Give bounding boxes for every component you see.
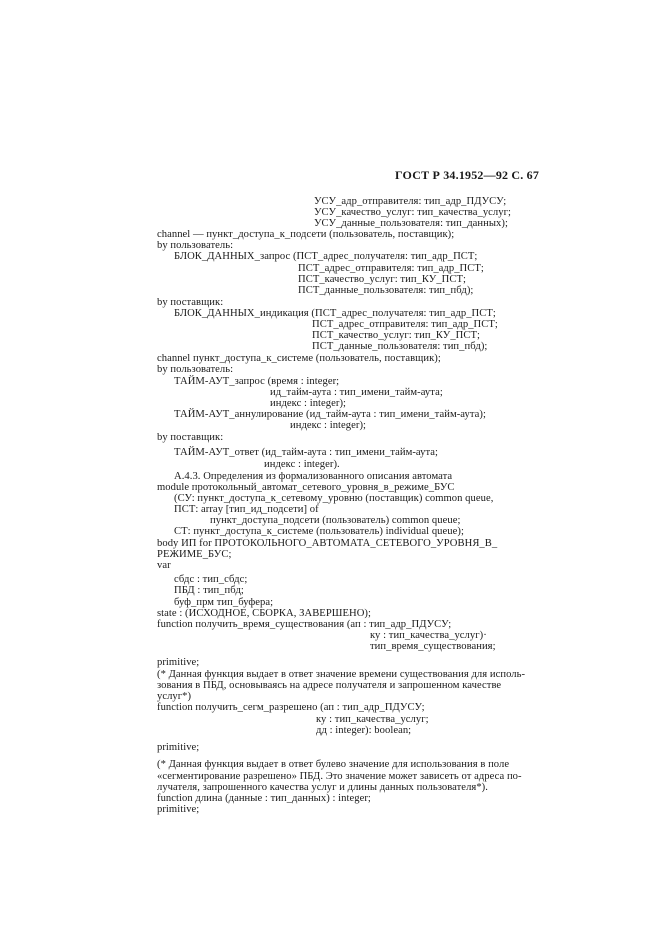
text-line: индекс : integer);: [290, 420, 367, 431]
text-line: ид_тайм-аута : тип_имени_тайм-аута;: [270, 387, 443, 398]
text-line: ПСТ_данные_пользователя: тип_пбд);: [298, 285, 474, 296]
text-line: УСУ_адр_отправителя: тип_адр_ПДУСУ;: [314, 196, 507, 207]
text-line: ПСТ_адрес_отправителя: тип_адр_ПСТ;: [298, 263, 484, 274]
text-line: индекс : integer);: [270, 398, 347, 409]
text-line: primitive;: [157, 742, 200, 753]
text-line: (* Данная функция выдает в ответ булево значение для использования в поле: [157, 759, 510, 770]
text-line: тип_время_существования;: [370, 641, 496, 652]
text-line: state : (ИСХОДНОЕ, СБОРКА, ЗАВЕРШЕНО);: [157, 608, 372, 619]
text-line: сбдс : тип_сбдс;: [174, 574, 248, 585]
text-line: ПСТ_качество_услуг: тип_КУ_ПСТ;: [298, 274, 467, 285]
text-line: ПСТ_качество_услуг: тип_КУ_ПСТ;: [312, 330, 481, 341]
text-line: ТАЙМ-АУТ_ответ (ид_тайм-аута : тип_имени_тайм-аута;: [174, 447, 439, 458]
text-line: СТ: пункт_доступа_к_системе (пользователь) individual queue);: [174, 526, 464, 537]
text-line: by поставщик:: [157, 432, 224, 443]
text-line: БЛОК_ДАННЫХ_индикация (ПСТ_адрес_получателя: тип_адр_ПСТ;: [174, 308, 496, 319]
text-line: function получить_время_существования (ап : тип_адр_ПДУСУ;: [157, 619, 452, 630]
text-line: услуг*): [157, 691, 192, 702]
text-line: ТАЙМ-АУТ_аннулирование (ид_тайм-аута : тип_имени_тайм-аута);: [174, 409, 486, 420]
text-line: пункт_доступа_подсети (пользователь) common queue;: [210, 515, 461, 526]
text-line: (СУ: пункт_доступа_к_сетевому_уровню (поставщик) common queue,: [174, 493, 494, 504]
text-line: channel — пункт_доступа_к_подсети (пользователь, поставщик);: [157, 229, 455, 240]
page-header: ГОСТ Р 34.1952—92 С. 67: [395, 168, 540, 182]
text-line: буф_прм тип_буфера;: [174, 597, 274, 608]
text-line: function получить_сегм_разрешено (ап : тип_адр_ПДУСУ;: [157, 702, 425, 713]
text-line: by пользователь:: [157, 364, 234, 375]
text-line: channel пункт_доступа_к_системе (пользователь, поставщик);: [157, 353, 441, 364]
text-line: лучателя, запрошенного качества услуг и длины данных пользователя*).: [157, 782, 488, 793]
text-line: А.4.3. Определения из формализованного описания автомата: [174, 471, 453, 482]
text-line: var: [157, 560, 171, 571]
text-line: module протокольный_автомат_сетевого_уровня_в_режиме_БУС: [157, 482, 455, 493]
text-line: ПСТ_данные_пользователя: тип_пбд);: [312, 341, 488, 352]
text-line: body ИП for ПРОТОКОЛЬНОГО_АВТОМАТА_СЕТЕВОГО_УРОВНЯ_В_: [157, 538, 498, 549]
text-line: ПСТ: array [тип_ид_подсети] of: [174, 504, 319, 515]
text-line: primitive;: [157, 657, 200, 668]
text-line: function длина (данные : тип_данных) : integer;: [157, 793, 371, 804]
text-line: ПСТ_адрес_отправителя: тип_адр_ПСТ;: [312, 319, 498, 330]
text-line: ПБД : тип_пбд;: [174, 585, 244, 596]
text-line: ТАЙМ-АУТ_запрос (время : integer;: [174, 376, 340, 387]
text-line: зования в ПБД, основываясь на адресе получателя и запрошенном качестве: [157, 680, 502, 691]
text-line: by пользователь:: [157, 240, 234, 251]
text-line: by поставщик:: [157, 297, 224, 308]
text-line: дд : integer): boolean;: [316, 725, 412, 736]
text-line: УСУ_данные_пользователя: тип_данных);: [314, 218, 508, 229]
text-line: ку : тип_качества_услуг)·: [370, 630, 487, 641]
text-line: УСУ_качество_услуг: тип_качества_услуг;: [314, 207, 511, 218]
text-line: РЕЖИМЕ_БУС;: [157, 549, 232, 560]
text-line: primitive;: [157, 804, 200, 815]
text-line: «сегментирование разрешено» ПБД. Это значение может зависеть от адреса по-: [157, 771, 522, 782]
text-line: индекс : integer).: [264, 459, 340, 470]
text-line: (* Данная функция выдает в ответ значение времени существования для исполь-: [157, 669, 526, 680]
text-line: БЛОК_ДАННЫХ_запрос (ПСТ_адрес_получателя: тип_адр_ПСТ;: [174, 251, 478, 262]
text-line: ку : тип_качества_услуг;: [316, 714, 429, 725]
